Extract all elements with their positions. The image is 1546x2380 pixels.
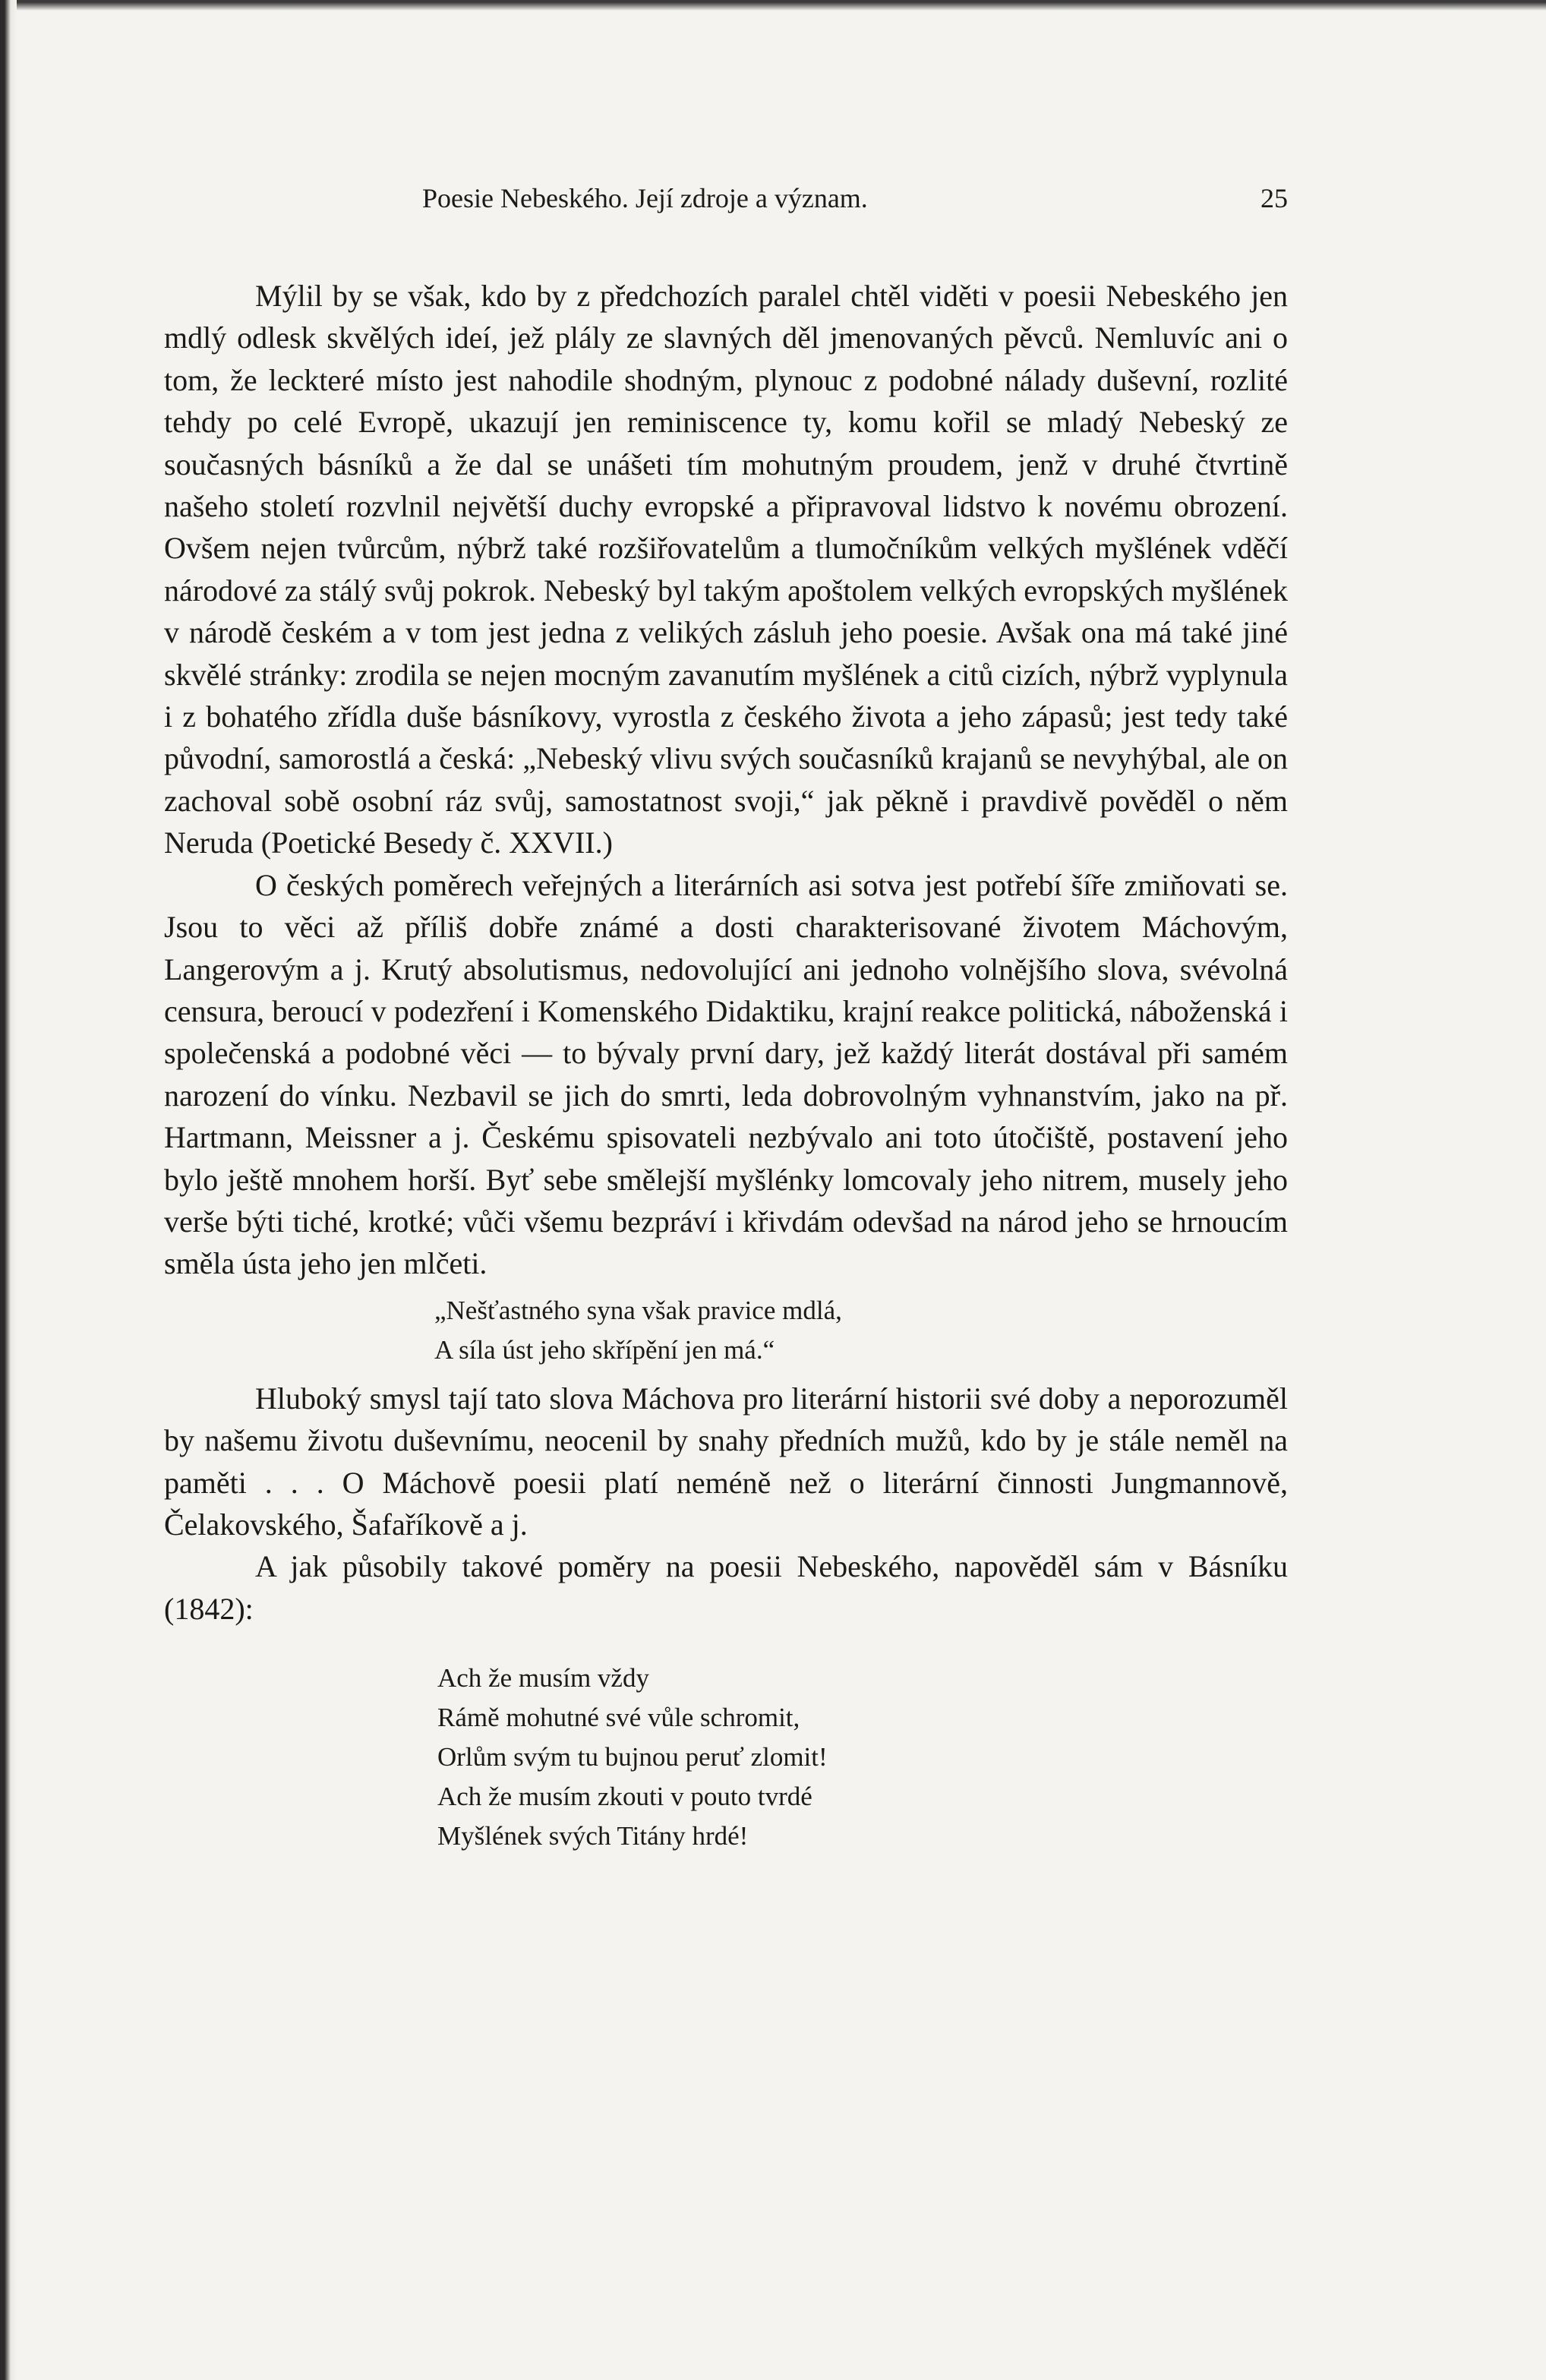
running-head-title: Poesie Nebeského. Její zdroje a význam.: [422, 183, 868, 213]
verse-line: Orlům svým tu bujnou peruť zlomit!: [437, 1742, 828, 1772]
page-number: 25: [1260, 183, 1288, 213]
paragraph-4: A jak působily takové poměry na poesii Nebeského, napověděl sám v Básníku (1842):: [164, 1549, 1288, 1626]
running-head: [164, 182, 1288, 228]
verse-line: Myšlének svých Titány hrdé!: [437, 1821, 749, 1851]
scan-binding-edge: [0, 0, 17, 2380]
verse-line: A síla úst jeho skřípění jen má.“: [434, 1334, 775, 1365]
verse-line: Ach že musím zkouti v pouto tvrdé: [437, 1782, 812, 1812]
verse-line: Ach že musím vždy: [437, 1663, 649, 1693]
scan-top-edge: [0, 0, 1546, 11]
book-page: [164, 182, 1288, 1864]
verse-line: Rámě mohutné své vůle schromit,: [437, 1703, 800, 1733]
verse-line: „Nešťastného syna však pravice mdlá,: [434, 1295, 842, 1325]
page-body: [164, 275, 1288, 1856]
verse-quote-1: [164, 1291, 1288, 1370]
verse-quote-2: [164, 1659, 1288, 1856]
paragraph-3: Hluboký smysl tají tato slova Máchova pro literární historii své doby a neporozuměl by našemu životu duševnímu, neocenil by snahy předních mužů, kdo by je stále neměl na paměti . . . O Máchově poesii platí neméně než o literární činnosti Jungmannově, Čelakovského, Šafaříkově a j.: [164, 1381, 1288, 1542]
paragraph-1: Mýlil by se však, kdo by z předchozích paralel chtěl viděti v poesii Nebeského jen mdlý odlesk skvělých ideí, jež plály ze slavných děl jmenovaných pěvců. Nemluvíc ani o tom, že leckteré místo jest nahodile shodným, plynouc z podobné nálady duševní, rozlité tehdy po celé Evropě, ukazují jen reminiscence ty, komu kořil se mladý Nebeský ze současných básníků a že dal se unášeti tím mohutným proudem, jenž v druhé čtvrtině našeho století rozvlnil největší duchy evropské a připravoval lidstvo k novému obrození. Ovšem nejen tvůrcům, nýbrž také rozšiřovatelům a tlumočníkům velkých myšlének vděčí národové za stálý svůj pokrok. Nebeský byl takým apoštolem velkých evropských myšlének v národě českém a v tom jest jedna z velikých zásluh jeho poesie. Avšak ona má také jiné skvělé stránky: zrodila se nejen mocným zavanutím myšlének a citů cizích, nýbrž vyplynula i z bohatého zřídla duše básníkovy, vyrostla z českého života a jeho zápasů; jest tedy také původní, samorostlá a česká: „Nebeský vlivu svých současníků krajanů se nevyhýbal, ale on zachoval sobě osobní ráz svůj, samostatnost svoji,“ jak pěkně i pravdivě pověděl o něm Neruda (Poetické Besedy č. XXVII.): [164, 279, 1288, 860]
paragraph-2: O českých poměrech veřejných a literárních asi sotva jest potřebí šíře zmiňovati se. Jsou to věci až příliš dobře známé a dosti charakterisované životem Máchovým, Langerovým a j. Krutý absolutismus, nedovolující ani jednoho volnějšího slova, svévolná censura, beroucí v podezření i Komenského Didaktiku, krajní reakce politická, náboženská i společenská a podobné věci — to bývaly první dary, jež každý literát dostával při samém narození do vínku. Nezbavil se jich do smrti, leda dobrovolným vyhnanstvím, jako na př. Hartmann, Meissner a j. Českému spisovateli nezbývalo ani toto útočiště, postavení jeho bylo ještě mnohem horší. Byť sebe smělejší myšlénky lomcovaly jeho nitrem, musely jeho verše býti tiché, krotké; vůči všemu bezpráví i křivdám odevšad na národ jeho se hrnoucím směla ústa jeho jen mlčeti.: [164, 867, 1288, 1281]
